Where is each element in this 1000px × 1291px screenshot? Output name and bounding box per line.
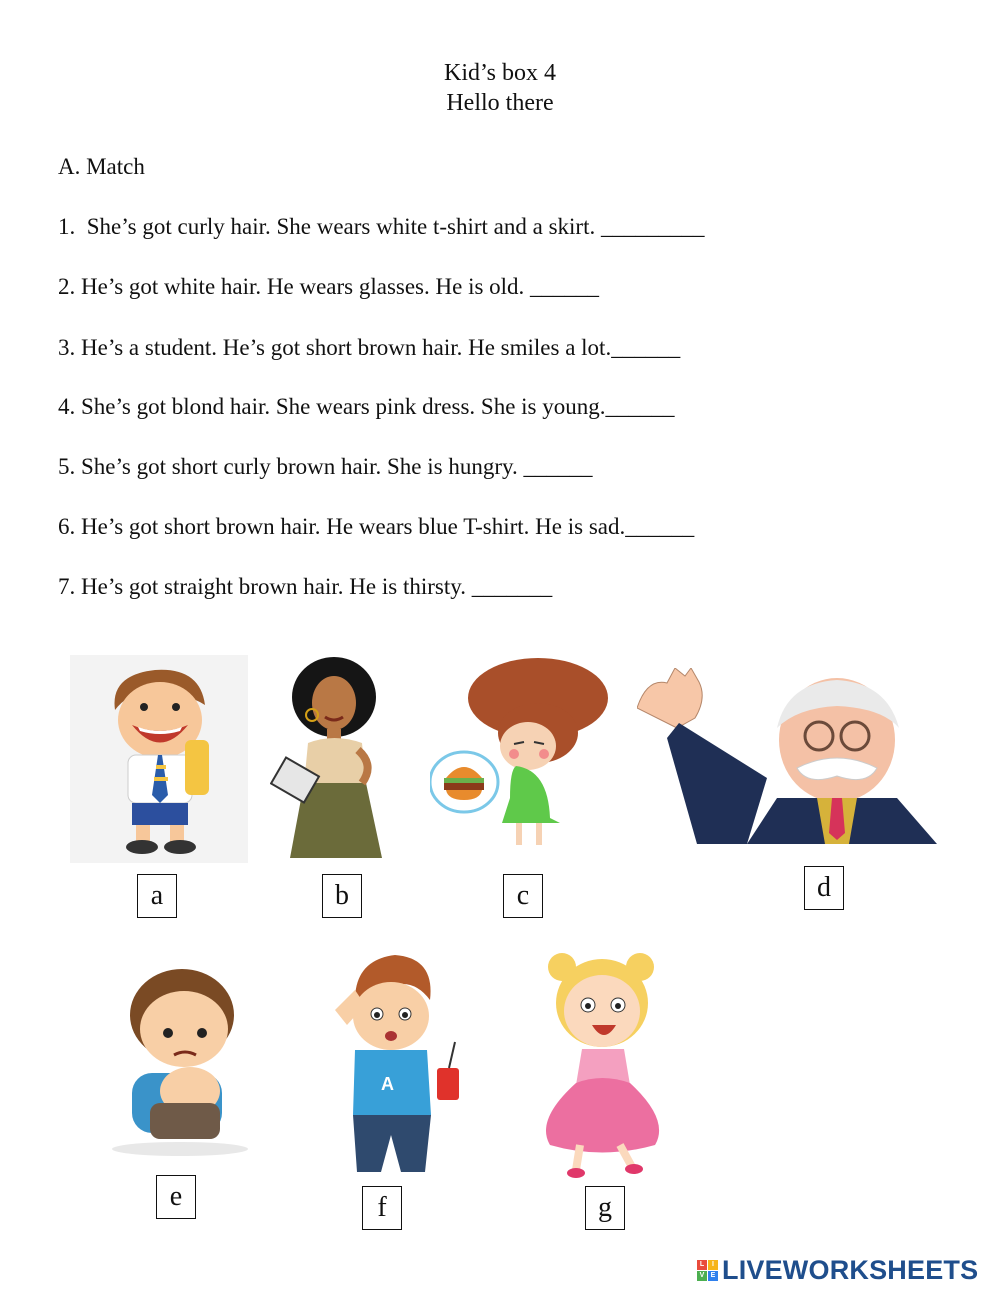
hungry-girl-burger-icon (430, 658, 610, 856)
liveworksheets-logo[interactable] (697, 1255, 978, 1285)
logo-blocks-icon: L I V E (697, 1260, 718, 1281)
blond-girl-pink-dress-icon (520, 945, 695, 1180)
question-6: 6. He’s got short brown hair. He wears blue T-shirt. He is sad.______ (58, 514, 695, 539)
question-5: 5. She’s got short curly brown hair. She is hungry. ______ (58, 454, 593, 479)
smiling-schoolboy-icon (70, 655, 248, 863)
old-man-waving-icon (637, 668, 942, 844)
logo-text: LIVEWORKSHEETS (722, 1254, 979, 1285)
question-7: 7. He’s got straight brown hair. He is thirsty. _______ (58, 574, 553, 599)
worksheet-title: Kid’s box 4 (443, 60, 556, 86)
picture-label-a: a (137, 874, 177, 918)
thirsty-boy-icon (325, 950, 465, 1172)
picture-label-e: e (156, 1175, 196, 1219)
picture-label-c: c (503, 874, 543, 918)
picture-label-d: d (804, 866, 844, 910)
picture-label-f: f (362, 1186, 402, 1230)
question-2: 2. He’s got white hair. He wears glasses. He is old. ______ (58, 274, 600, 299)
curly-hair-woman-icon (270, 655, 390, 860)
question-3: 3. He’s a student. He’s got short brown hair. He smiles a lot.______ (58, 335, 681, 360)
picture-label-b: b (322, 874, 362, 918)
question-1: 1. She’s got curly hair. She wears white t-shirt and a skirt. _________ (58, 214, 705, 239)
svg-text:A: A (381, 1074, 394, 1094)
picture-label-g: g (585, 1186, 625, 1230)
sad-boy-icon (110, 963, 250, 1158)
section-heading: A. Match (58, 154, 145, 179)
worksheet-subtitle: Hello there (446, 90, 554, 116)
question-4: 4. She’s got blond hair. She wears pink dress. She is young.______ (58, 394, 675, 419)
